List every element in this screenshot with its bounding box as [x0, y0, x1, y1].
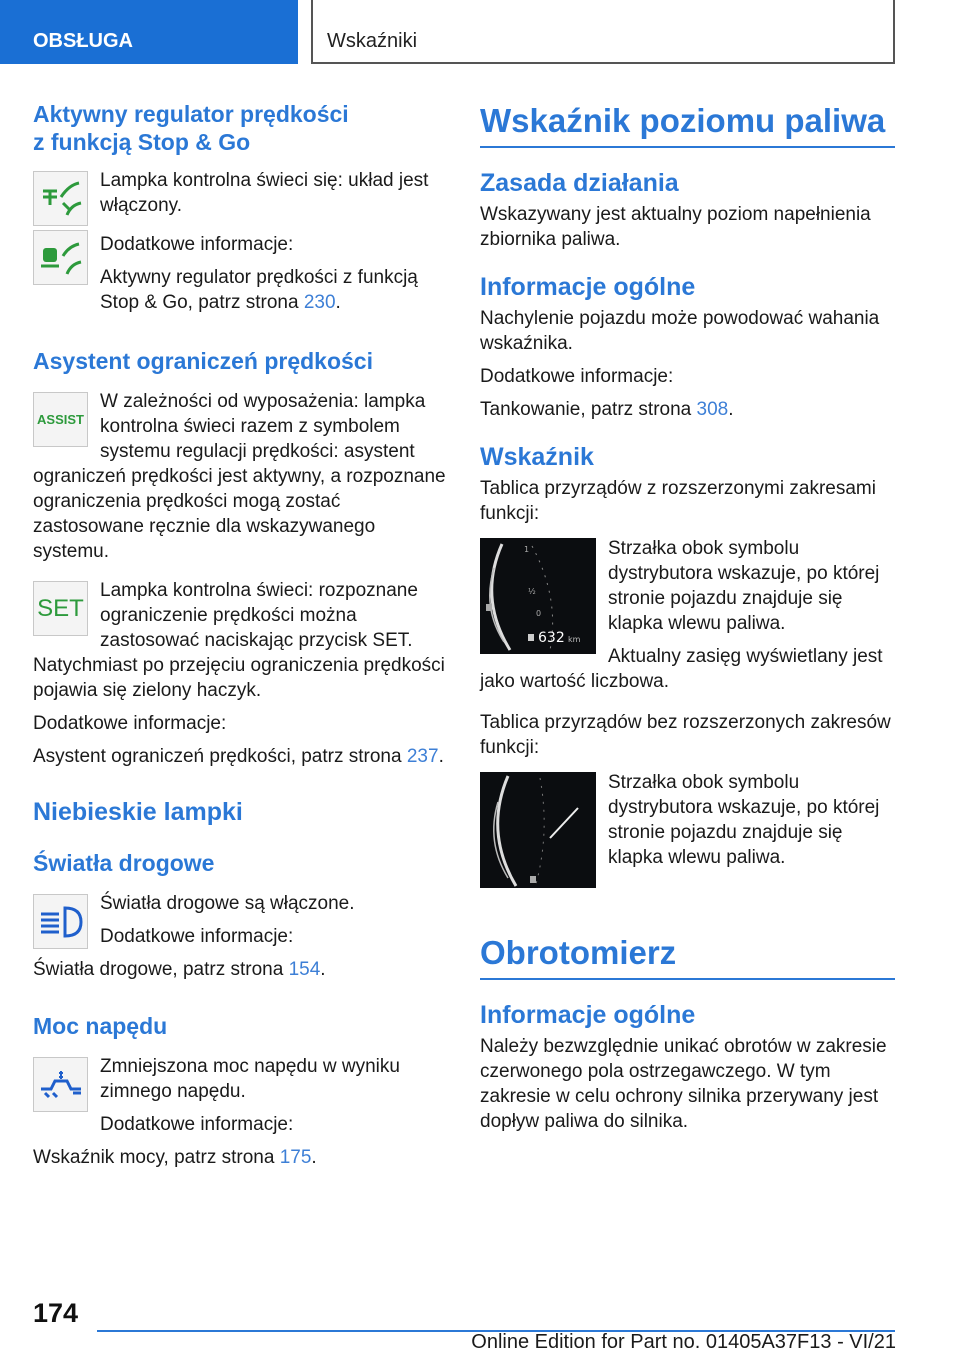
assist-icon	[33, 392, 88, 447]
fuel-page-link[interactable]: 308	[696, 399, 729, 420]
section-label: OBSŁUGA	[33, 30, 133, 52]
high-beam-title: Światła drogowe	[33, 850, 215, 876]
power-ref-text: Wskaźnik mocy, patrz strona	[33, 1147, 280, 1168]
section-tab	[0, 0, 298, 64]
acc-text: Lampka kontrolna świeci się: układ jest włączony.	[100, 170, 429, 216]
acc-ref-dot: .	[335, 292, 341, 313]
limit-title: Asystent ograniczeń prędkości	[33, 348, 373, 374]
power-page-link[interactable]: 175	[279, 1147, 312, 1168]
limit-page-link[interactable]: 237	[406, 746, 439, 767]
power-title: Moc napędu	[33, 1013, 168, 1039]
power-ref-dot: .	[311, 1147, 317, 1168]
acc-indicator-icon	[33, 171, 88, 226]
acc-title-line1: Aktywny regulator prędkości	[33, 101, 349, 127]
assist-label: ASSIST	[37, 412, 84, 427]
acc-page-link[interactable]: 230	[303, 292, 336, 313]
right-column	[480, 100, 895, 1142]
principle-text: Wskazywany jest aktualny poziom napełnienia zbiornika paliwa.	[480, 204, 871, 250]
extended-fuel-gauge-image	[480, 538, 596, 654]
fuel-gauge-title: Wskaźnik poziomu paliwa	[480, 100, 895, 148]
acc-title	[33, 100, 446, 156]
acc-reference	[33, 265, 446, 315]
tachometer-title: Obrotomierz	[480, 932, 895, 980]
acc-more-label: Dodatkowe informacje:	[100, 234, 294, 255]
high-beam-reference	[33, 957, 446, 982]
fuel-more-label: Dodatkowe informacje:	[480, 366, 674, 387]
high-beam-ref-text: Światła drogowe, patrz strona	[33, 959, 289, 980]
svg-text:1: 1	[524, 545, 530, 554]
power-more-label: Dodatkowe informacje:	[100, 1114, 294, 1135]
limit-text: W zależności od wyposażenia: lampka kontrolna świeci razem z symbolem systemu regulacji prędkości: asystent ograniczeń prędkości jest aktywny, a rozpoznane ograniczenia prędkości mogą zostać zastosowane ręcznie dla wskazywanego systemu.	[33, 391, 446, 562]
drive-power-icon	[33, 1057, 88, 1112]
range-text: Aktualny zasięg wyświetlany jest jako wartość liczbowa.	[480, 646, 883, 692]
basic-fuel-gauge-image	[480, 772, 596, 888]
limit-reference	[33, 744, 446, 769]
power-text: Zmniejszona moc napędu w wyniku zimnego napędu.	[100, 1056, 400, 1102]
fuel-arrow-text: Strzałka obok symbolu dystrybutora wskazuje, po której stronie pojazdu znajduje się klapka wlewu paliwa.	[608, 538, 880, 634]
limit-more-label: Dodatkowe informacje:	[33, 713, 227, 734]
principle-title: Zasada działania	[480, 169, 679, 197]
power-reference	[33, 1145, 446, 1170]
indicator-title: Wskaźnik	[480, 443, 594, 471]
fuel-arrow-text-basic: Strzałka obok symbolu dystrybutora wskazuje, po której stronie pojazdu znajduje się klapka wlewu paliwa.	[608, 772, 880, 868]
acc-stop-go-icon	[33, 230, 88, 285]
svg-text:km: km	[568, 635, 581, 644]
fuel-general-title: Informacje ogólne	[480, 273, 696, 301]
tacho-general-title: Informacje ogólne	[480, 1001, 696, 1029]
fuel-general-text: Nachylenie pojazdu może powodować wahania wskaźnika.	[480, 308, 880, 354]
svg-text:½: ½	[528, 587, 536, 596]
fuel-ref-text: Tankowanie, patrz strona	[480, 399, 697, 420]
limit-ref-dot: .	[438, 746, 444, 767]
blue-lamps-title: Niebieskie lampki	[33, 798, 243, 826]
chapter-label: Wskaźniki	[327, 30, 418, 52]
svg-text:632: 632	[538, 630, 565, 646]
high-beam-page-link[interactable]: 154	[288, 959, 321, 980]
fuel-reference	[480, 397, 895, 422]
page-number: 174	[33, 1298, 79, 1328]
high-beam-text: Światła drogowe są włączone.	[100, 893, 355, 914]
edition-label: Online Edition for Part no. 01405A37F13 - VI/21	[471, 1331, 896, 1353]
extended-cluster-intro: Tablica przyrządów z rozszerzonymi zakresami funkcji:	[480, 478, 876, 524]
acc-title-line2: z funkcją Stop & Go	[33, 129, 251, 155]
basic-cluster-intro: Tablica przyrządów bez rozszerzonych zakresów funkcji:	[480, 712, 891, 758]
set-label: SET	[37, 594, 84, 622]
high-beam-ref-dot: .	[320, 959, 326, 980]
chapter-header	[311, 0, 895, 64]
acc-ref-text: Aktywny regulator prędkości z funkcją Stop & Go, patrz strona	[100, 267, 418, 313]
left-column	[33, 100, 446, 1178]
tacho-text: Należy bezwzględnie unikać obrotów w zakresie czerwonego pola ostrzegawczego. W tym zakresie w celu ochrony silnika przerywany jest dopływ paliwa do silnika.	[480, 1036, 887, 1132]
set-icon	[33, 581, 88, 636]
limit-ref-text: Asystent ograniczeń prędkości, patrz strona	[33, 746, 407, 767]
fuel-ref-dot: .	[728, 399, 734, 420]
limit-set-text: Lampka kontrolna świeci: rozpoznane ograniczenie prędkości można zastosować naciskając przycisk SET. Natychmiast po przejęciu ograniczenia prędkości pojawia się zielony haczyk.	[33, 580, 445, 701]
svg-text:0: 0	[536, 609, 542, 618]
high-beam-icon	[33, 894, 88, 949]
high-beam-more-label: Dodatkowe informacje:	[100, 926, 294, 947]
